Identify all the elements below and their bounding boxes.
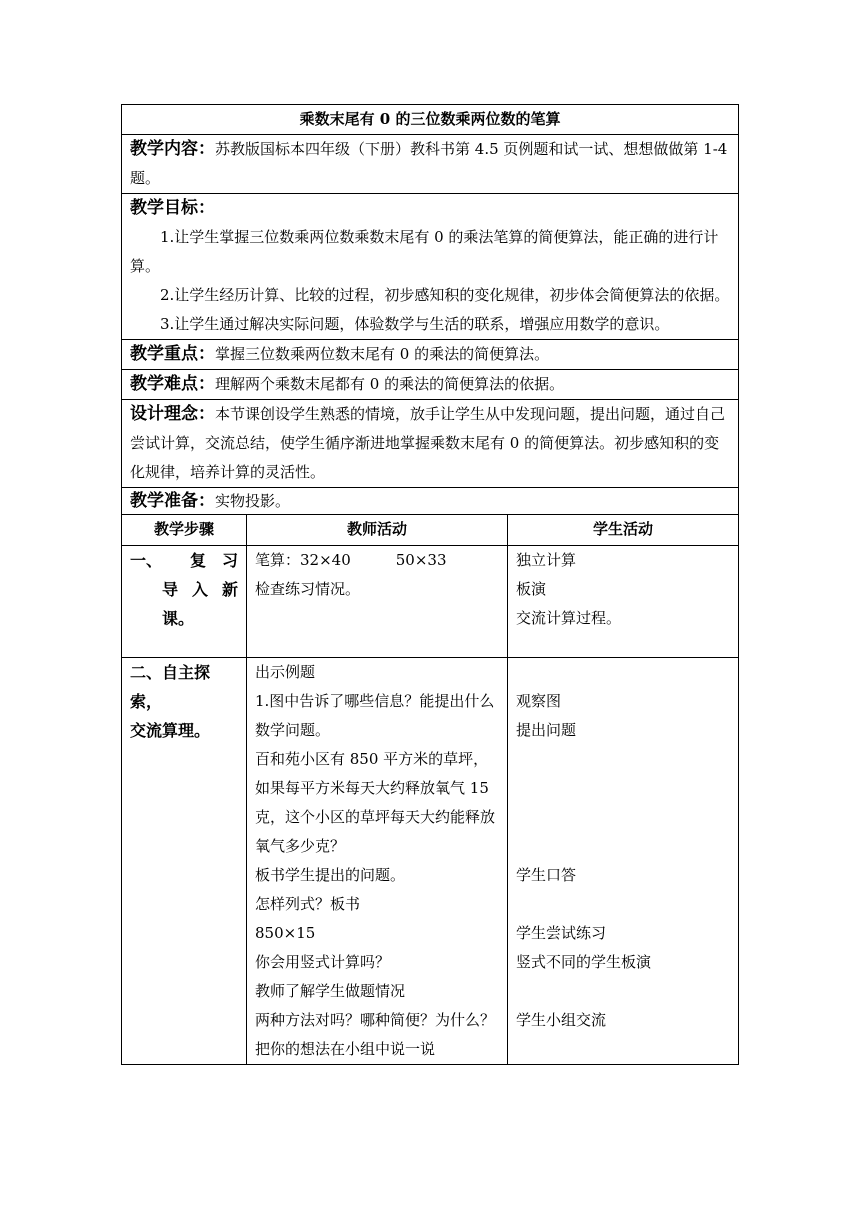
step-2-title-line: 交流算理。 [130, 721, 211, 740]
title-row [122, 105, 739, 135]
teacher-line: 你会用竖式计算吗？ [255, 953, 391, 971]
key-point-text: 掌握三位数乘两位数末尾有 0 的乘法的简便算法。 [215, 345, 550, 363]
teacher-line: 板书学生提出的问题。 [255, 866, 406, 884]
key-point-label: 教学重点： [130, 344, 215, 364]
objective-item: 1.让学生掌握三位数乘两位数乘数末尾有 0 的乘法笔算的简便算法，能正确的进行计算。 [130, 228, 719, 275]
step-2-teacher-cell [247, 658, 508, 1065]
step-1-number: 一、 [130, 551, 163, 570]
teacher-line: 笔算：32×40 50×33 [255, 551, 447, 569]
student-line: 观察图 [516, 692, 562, 710]
content-text: 苏教版国标本四年级（下册）教科书第 4.5 页例题和试一试、想想做做第 1-4 题。 [130, 140, 728, 187]
student-line: 提出问题 [516, 721, 577, 739]
step-1-title-line: 导 入 新 [162, 580, 238, 599]
prep-row [122, 488, 739, 515]
design-label: 设计理念： [130, 404, 215, 424]
content-label: 教学内容： [130, 139, 215, 159]
teacher-line: 850×15 [255, 924, 316, 942]
design-text: 本节课创设学生熟悉的情境，放手让学生从中发现问题，提出问题，通过自己尝试计算，交流总结，使学生循序渐进地掌握乘数末尾有 0 的简便算法。初步感知积的变化规律，培养计算的灵活性。 [130, 405, 726, 481]
student-line: 学生口答 [516, 866, 577, 884]
teacher-line: 两种方法对吗？哪种简便？为什么？把你的想法在小组中说一说 [255, 1011, 496, 1058]
step-1-student-cell [508, 546, 739, 658]
difficulty-row [122, 370, 739, 400]
student-line: 学生尝试练习 [516, 924, 607, 942]
column-header-row [122, 515, 739, 546]
step-row-2 [122, 658, 739, 1065]
prep-text: 实物投影。 [215, 492, 291, 510]
objectives-row [122, 194, 739, 340]
step-1-title-part: 复 习 [189, 551, 238, 570]
header-teacher: 教师活动 [247, 515, 508, 546]
step-1-teacher-cell [247, 546, 508, 658]
lesson-plan-table [121, 104, 739, 1065]
teacher-line: 出示例题 [255, 663, 316, 681]
student-line: 交流计算过程。 [516, 609, 622, 627]
prep-label: 教学准备： [130, 491, 215, 511]
student-line: 板演 [516, 580, 547, 598]
objective-item: 3.让学生通过解决实际问题，体验数学与生活的联系，增强应用数学的意识。 [160, 315, 670, 333]
step-1-title-line: 课。 [162, 609, 195, 628]
objectives-label: 教学目标： [130, 198, 215, 218]
difficulty-label: 教学难点： [130, 374, 215, 394]
key-point-row [122, 340, 739, 370]
teacher-line: 教师了解学生做题情况 [255, 982, 406, 1000]
header-student: 学生活动 [508, 515, 739, 546]
teacher-line: 1.图中告诉了哪些信息？能提出什么数学问题。 [255, 692, 495, 739]
student-line: 竖式不同的学生板演 [516, 953, 652, 971]
header-steps: 教学步骤 [122, 515, 247, 546]
difficulty-text: 理解两个乘数末尾都有 0 的乘法的简便算法的依据。 [215, 375, 565, 393]
student-line: 学生小组交流 [516, 1011, 607, 1029]
content-row [122, 135, 739, 194]
teacher-line: 检查练习情况。 [255, 580, 361, 598]
step-2-cell [122, 658, 247, 1065]
step-2-student-cell [508, 658, 739, 1065]
student-line: 独立计算 [516, 551, 577, 569]
design-row [122, 400, 739, 488]
step-2-title-line: 二、自主探索， [130, 663, 211, 711]
page-title: 乘数末尾有 0 的三位数乘两位数的笔算 [122, 105, 739, 135]
teacher-line: 百和苑小区有 850 平方米的草坪，如果每平方米每天大约释放氧气 15 克，这个小区的草坪每天大约能释放氧气多少克？ [255, 750, 496, 855]
lesson-plan-document [121, 104, 738, 1065]
step-1-cell [122, 546, 247, 658]
step-row-1 [122, 546, 739, 658]
objective-item: 2.让学生经历计算、比较的过程，初步感知积的变化规律，初步体会简便算法的依据。 [160, 286, 730, 304]
teacher-line: 怎样列式？板书 [255, 895, 361, 913]
